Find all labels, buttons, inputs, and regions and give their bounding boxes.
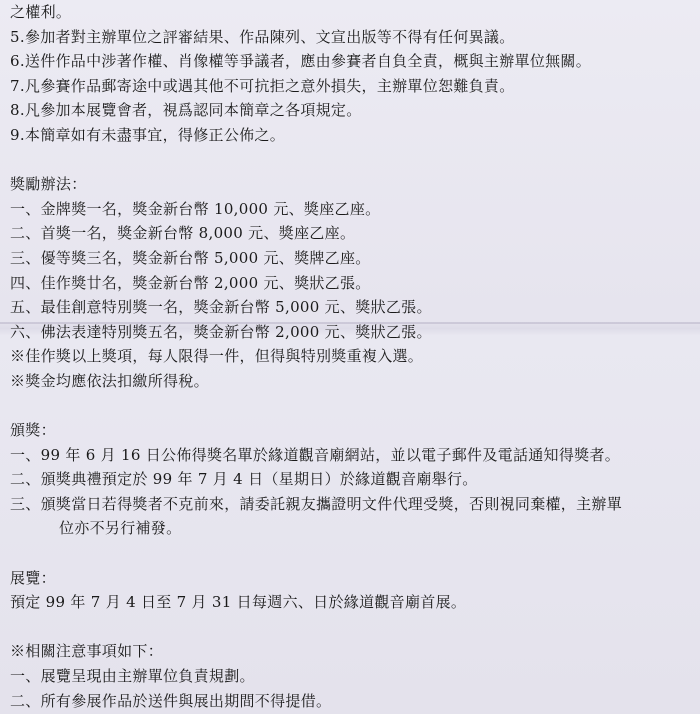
rule-7: 7.凡參賽作品郵寄途中或遇其他不可抗拒之意外損失，主辦單位恕難負責。	[10, 76, 515, 95]
note-item: 一、展覽呈現由主辦單位負責規劃。	[10, 667, 255, 686]
award-note: ※佳作獎以上獎項，每人限得一件，但得與特別獎重複入選。	[10, 347, 424, 366]
rule-8: 8.凡參加本展覽會者，視爲認同本簡章之各項規定。	[10, 101, 362, 120]
exhibition-heading: 展覽：	[10, 568, 56, 587]
awards-heading: 獎勵辦法：	[10, 175, 87, 194]
exhibition-section	[10, 566, 700, 615]
ceremony-heading: 頒獎：	[10, 421, 56, 440]
award-item: 五、最佳創意特別獎一名，獎金新台幣 5,000 元、獎狀乙張。	[10, 298, 432, 317]
award-item: 六、佛法表達特別獎五名，獎金新台幣 2,000 元、獎狀乙張。	[10, 322, 432, 341]
notes-heading: ※相關注意事項如下：	[10, 642, 164, 661]
exhibition-text: 預定 99 年 7 月 4 日至 7 月 31 日每週六、日於緣道觀音廟首展。	[10, 593, 467, 612]
rule-6: 6.送件作品中涉著作權、肖像權等爭議者，應由參賽者自負全責，概與主辦單位無關。	[10, 52, 592, 71]
ceremony-item: 一、99 年 6 月 16 日公佈得獎名單於緣道觀音廟網站，並以電子郵件及電話通知得獎者。	[10, 445, 621, 464]
award-item: 三、優等獎三名，獎金新台幣 5,000 元、獎牌乙座。	[10, 248, 371, 267]
rule-5: 5.參加者對主辦單位之評審結果、作品陳列、文宣出版等不得有任何異議。	[10, 27, 515, 46]
rule-9: 9.本簡章如有未盡事宜，得修正公佈之。	[10, 125, 286, 144]
ceremony-item-continuation: 位亦不另行補發。	[59, 519, 182, 538]
rules-section	[10, 0, 700, 148]
ceremony-section	[10, 418, 700, 541]
award-item: 一、金牌獎一名，獎金新台幣 10,000 元、獎座乙座。	[10, 199, 381, 218]
award-note: ※獎金均應依法扣繳所得稅。	[10, 371, 209, 390]
ceremony-item: 三、頒獎當日若得獎者不克前來，請委託親友攜證明文件代理受獎，否則視同棄權，主辦單	[10, 494, 623, 513]
notes-section	[10, 639, 700, 713]
ceremony-item: 二、頒獎典禮預定於 99 年 7 月 4 日（星期日）於緣道觀音廟舉行。	[10, 470, 478, 489]
note-item: 二、所有參展作品於送件與展出期間不得提借。	[10, 691, 332, 710]
award-item: 二、首獎一名，獎金新台幣 8,000 元、獎座乙座。	[10, 224, 356, 243]
rules-line: 之權利。	[10, 3, 72, 21]
award-item: 四、佳作獎廿名，獎金新台幣 2,000 元、獎狀乙張。	[10, 273, 371, 292]
awards-section	[10, 172, 700, 393]
